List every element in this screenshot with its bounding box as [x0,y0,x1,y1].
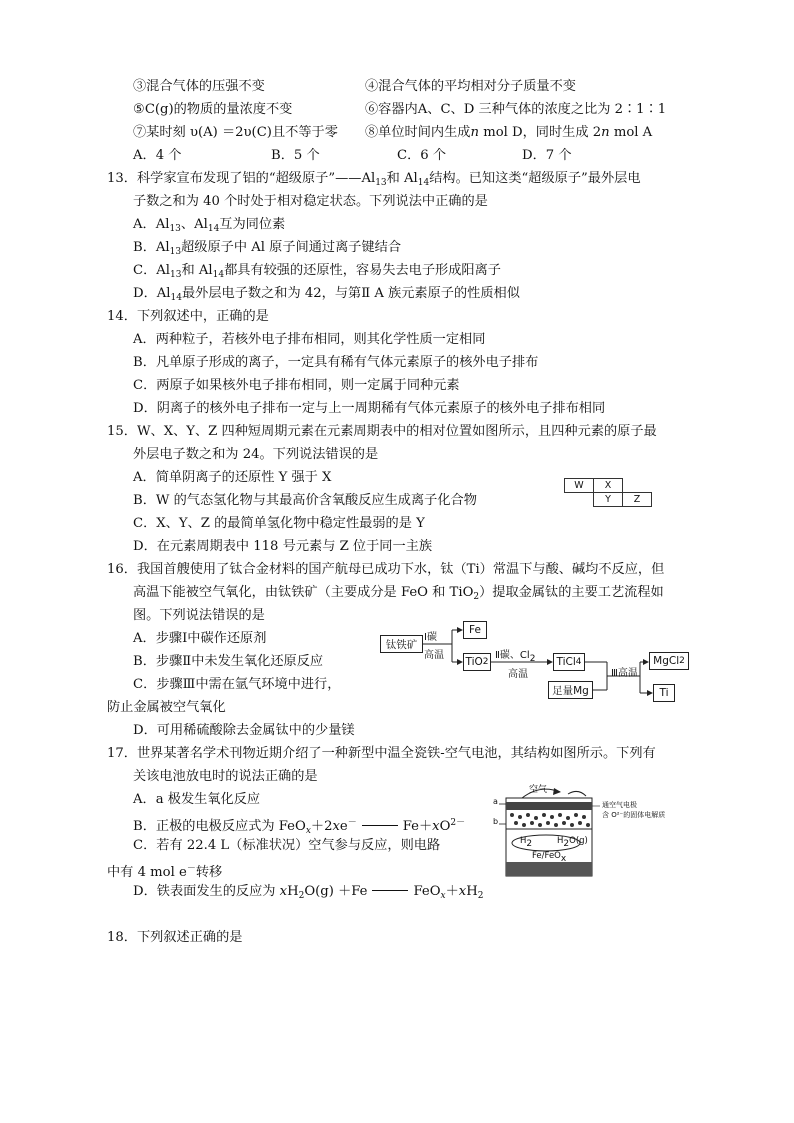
node-ilmenite: 钛铁矿 [380,635,423,653]
q14-option-c: C．两原子如果核外电子排布相同，则一定属于同种元素 [133,378,460,393]
q14-option-b: B．凡单原子形成的离子，一定具有稀有气体元素原子的核外电子排布 [133,355,539,370]
q17-option-c-cont: 中有 4 mol e－转移 [107,864,223,880]
q17-stem-line1: 17．世界某著名学术刊物近期介绍了一种新型中温全瓷铁-空气电池，其结构如图所示。下列有 [107,746,656,761]
battery-note-2: 含 O²⁻的固体电解质 [602,811,666,819]
q17-option-a: A．a 极发生氧化反应 [133,792,261,807]
q13-stem-line2: 子数之和为 40 个时处于相对稳定状态。下列说法中正确的是 [133,194,488,209]
q15-option-b: B．W 的气态氢化物与其最高价含氧酸反应生成离子化合物 [133,493,477,508]
q15-option-c: C．X、Y、Z 的最简单氢化物中稳定性最弱的是 Y [133,516,425,531]
q12-line3-right: ⑧单位时间内生成n mol D，同时生成 2n mol A [365,125,653,140]
node-fe: Fe [463,621,487,639]
q15-stem-line1: 15．W、X、Y、Z 四种短周期元素在元素周期表中的相对位置如图所示，且四种元素的原子最 [107,424,657,439]
node-mgcl2: MgCl 2 [649,652,689,670]
battery-electrode-b: b [493,817,499,826]
q16-option-c-cont: 防止金属被空气氧化 [107,700,226,715]
q13-option-a: A．$Al_{13}$、$Al_{14}$互为同位素 [133,217,286,234]
node-mg: 足量Mg [548,681,593,699]
battery-h2o-label: H2O(g) [557,836,588,849]
q14-option-d: D．阴离子的核外电子排布一定与上一周期稀有气体元素原子的核外电子排布相同 [133,401,606,416]
step2-label-top: Ⅱ碳、Cl2 [495,650,536,664]
battery-air-label: 空气 [529,785,548,795]
q12-line1-left: ③混合气体的压强不变 [133,79,265,94]
q16-option-d: D．可用稀硫酸除去金属钛中的少量镁 [133,723,355,738]
q13-stem-line1: 13．科学家宣布发现了铝的“超级原子$”——Al_{13}$和 $Al_{14}$结构。已知这类“超级原子”最外层电 [107,171,641,188]
q12-option-d: D．7 个 [522,148,572,163]
node-tio2: TiO 2 [463,653,491,671]
q16-option-b: B．步骤Ⅱ中未发生氧化还原反应 [133,654,324,669]
q13-option-c: C．$Al_{13}$和 $Al_{14}$都具有较强的还原性，容易失去电子形成阳离子 [133,263,501,280]
step3-label: Ⅲ高温 [611,668,638,679]
q12-option-b: B．5 个 [271,148,320,163]
q17-option-b: B．正极的电极反应式为 FeO$_x$＋2xe－ $Fe+xO^{2-}$ [133,818,466,836]
q12-line1-right: ④混合气体的平均相对分子质量不变 [365,79,576,94]
battery-electrode-a: a [493,797,498,806]
q16-stem-line1: 16．我国首艘使用了钛合金材料的国产航母已成功下水，钛（Ti）常温下与酸、碱均不反应，但 [107,562,665,577]
q16-option-c: C．步骤Ⅲ中需在氩气环境中进行， [133,677,341,692]
q12-option-c: C．6 个 [397,148,447,163]
q12-line3-left: ⑦某时刻 υ(A) ＝2υ(C)且不等于零 [133,125,338,140]
q15-option-a: A．简单阴离子的还原性 Y 强于 X [133,470,332,485]
q17-option-c: C．若有 22.4 L（标准状况）空气参与反应，则电路 [133,838,441,853]
q13-option-d: D．$Al_{14}$最外层电子数之和为 42，与第Ⅱ A 族元素原子的性质相似 [133,286,520,303]
q16-stem-line3: 图。下列说法错误的是 [133,608,265,623]
q17-stem-line2: 关该电池放电时的说法正确的是 [133,769,318,784]
q12-line2-left: ⑤C(g)的物质的量浓度不变 [133,102,293,117]
q17-option-d: D．铁表面发生的反应为 $xH_2O(g) +Fe$ $FeO_x+xH_2$ [133,884,484,901]
cell-z: Z [623,493,652,507]
q12-option-a: A．4 个 [133,148,182,163]
step1-label-top: Ⅰ碳 [424,632,437,643]
battery-fe-label: Fe/FeOx [532,851,567,864]
node-ticl4: TiCl 4 [553,653,585,671]
step1-label-bottom: 高温 [424,650,444,661]
battery-h2-label: H2 [520,836,533,849]
step2-label-bottom: 高温 [508,669,528,680]
q16-option-a: A．步骤Ⅰ中碳作还原剂 [133,631,267,646]
cell-y: Y [594,493,623,507]
q16-stem-line2: 高温下能被空气氧化，由钛铁矿（主要成分是 FeO 和 TiO$_2$）提取金属钛的主要工艺流程如 [133,585,664,602]
node-ti: Ti [653,684,675,702]
q13-option-b: B．$Al_{13}$超级原子中 Al 原子间通过离子键结合 [133,240,402,257]
cell-x: X [594,479,623,493]
battery-svg [490,782,670,878]
q15-option-d: D．在元素周期表中 118 号元素与 Z 位于同一主族 [133,539,433,554]
q12-line2-right: ⑥容器内A、C、D 三种气体的浓度之比为 2∶1∶1 [365,102,667,117]
battery-note-1: 通空气电极 [602,801,637,809]
q14-option-a: A．两种粒子，若核外电子排布相同，则其化学性质一定相同 [133,332,486,347]
q14-stem: 14．下列叙述中，正确的是 [107,309,269,324]
cell-w: W [565,479,594,493]
q18-stem: 18．下列叙述正确的是 [107,930,243,945]
q15-stem-line2: 外层电子数之和为 24。下列说法错误的是 [133,447,379,462]
